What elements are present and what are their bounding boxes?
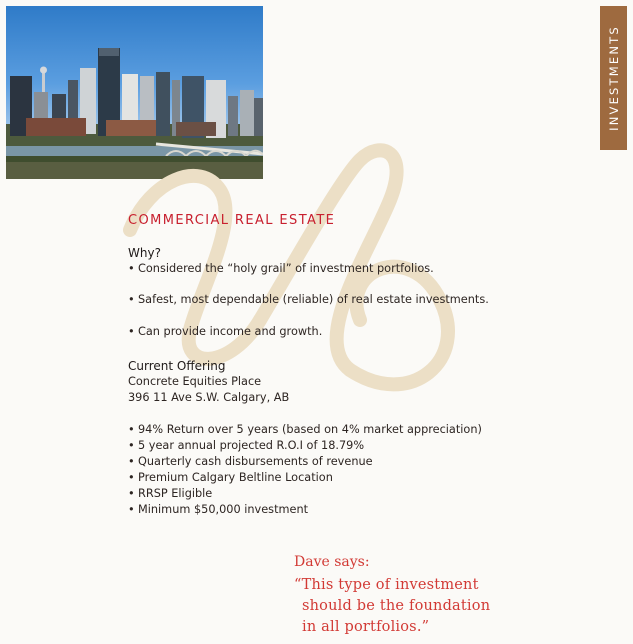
list-item: • Quarterly cash disbursements of revenue [128, 454, 482, 470]
list-item: • Can provide income and growth. [128, 324, 489, 340]
offering-details [128, 422, 482, 518]
offering-title: Current Offering [128, 359, 226, 373]
investments-tab[interactable] [600, 6, 627, 150]
offering-section [128, 358, 289, 406]
offering-name: Concrete Equities Place [128, 375, 262, 388]
list-item: • Safest, most dependable (reliable) of real estate investments. [128, 292, 489, 308]
quote-intro: Dave says: [294, 554, 370, 570]
offering-address: 396 11 Ave S.W. Calgary, AB [128, 391, 290, 404]
why-title: Why? [128, 246, 161, 260]
list-item: • 5 year annual projected R.O.I of 18.79% [128, 438, 482, 454]
list-item: • Premium Calgary Beltline Location [128, 470, 482, 486]
why-list [128, 261, 489, 340]
list-item: • 94% Return over 5 years (based on 4% market appreciation) [128, 422, 482, 438]
quote-line: should be the foundation [302, 598, 491, 614]
section-heading: COMMERCIAL REAL ESTATE [128, 213, 336, 228]
list-item: • Minimum $50,000 investment [128, 502, 482, 518]
why-section [128, 245, 489, 340]
investments-tab-label: INVESTMENTS [606, 25, 621, 131]
offering-list [128, 422, 482, 518]
list-item: • Considered the “holy grail” of investment portfolios. [128, 261, 489, 277]
quote-line: in all portfolios.” [302, 619, 430, 635]
list-item: • RRSP Eligible [128, 486, 482, 502]
dave-quote [294, 554, 490, 638]
quote-line: “This type of investment [294, 577, 479, 593]
